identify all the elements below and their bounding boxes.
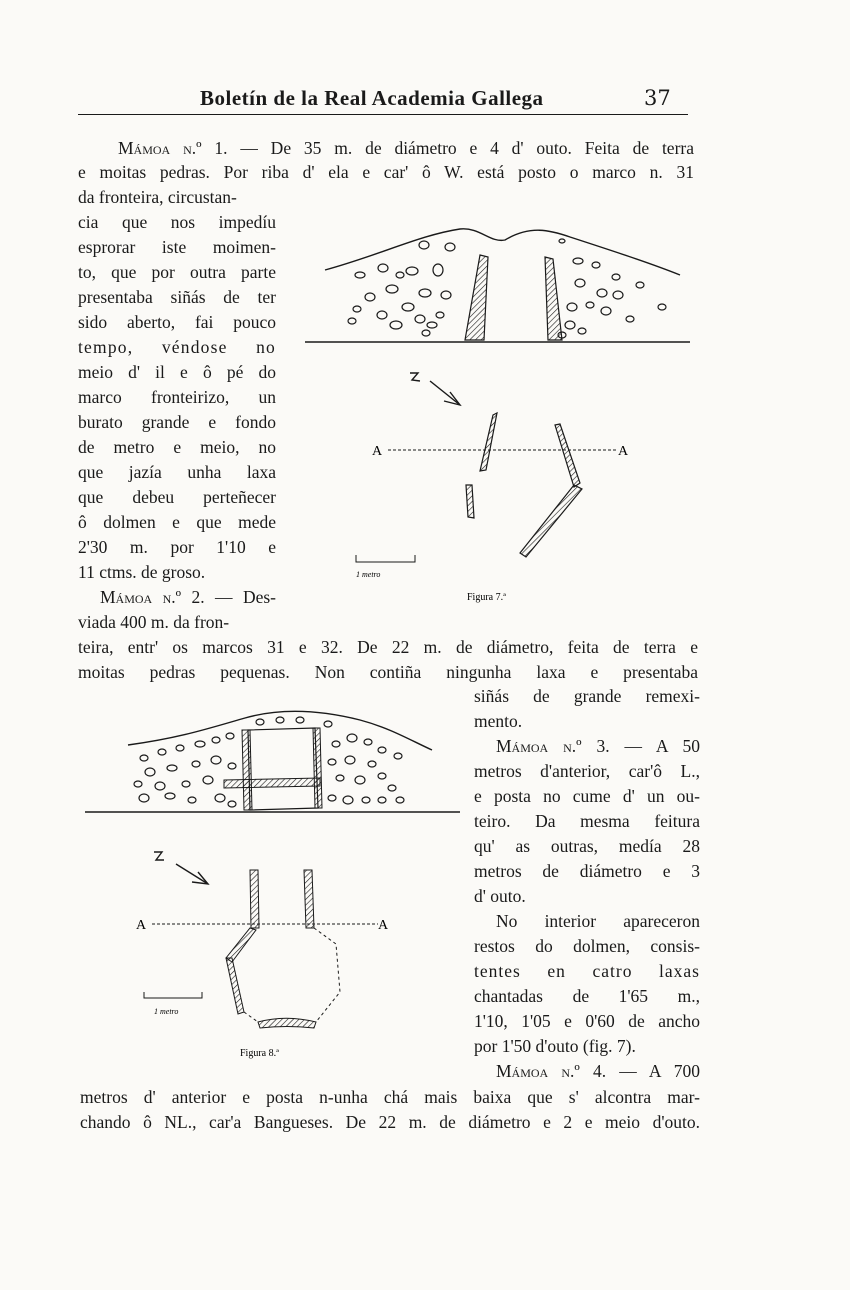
chamber-dashed — [314, 928, 340, 1022]
text-line: da fronteira, circustan- — [78, 187, 237, 207]
text-span: — Des- — [204, 587, 276, 607]
text-line: chantadas de 1'65 m., — [474, 986, 700, 1006]
fig7-label-a-right: A — [618, 444, 629, 459]
stones — [134, 717, 404, 807]
slab-plan — [250, 870, 259, 928]
north-arrow-icon — [154, 852, 208, 884]
text-line: teira, entr' os marcos 31 e 32. De 22 m. de diámetro, feita de terra e — [78, 637, 698, 657]
fig7-label-a-left: A — [372, 444, 383, 459]
text-line: siñás de grande remexi- — [474, 686, 700, 706]
text-span: — A 700 — [606, 1061, 700, 1081]
text-line: teiro. Da mesma feitura — [474, 811, 700, 831]
text-line: tempo, véndose no — [78, 337, 276, 357]
figure-7 — [300, 215, 700, 615]
slab-plan — [480, 413, 497, 471]
text-line: meio d' il e ô pé do — [78, 362, 276, 382]
text-line: ô dolmen e que mede — [78, 512, 276, 532]
text-line — [496, 734, 700, 758]
text-line: restos do dolmen, consis- — [474, 936, 700, 956]
text-line — [496, 1059, 700, 1083]
mamoa-3-label: Mámoa n.º 3. — [496, 736, 610, 756]
mamoa-2-label: Mámoa n.º 2. — [100, 587, 205, 607]
text-line: e moitas pedras. Por riba d' ela e car' ô W. está posto o marco n. 31 — [78, 162, 694, 182]
text-line: por 1'50 d'outo (fig. 7). — [474, 1036, 636, 1056]
text-line: marco fronteirizo, un — [78, 387, 276, 407]
slab-plan — [304, 870, 314, 928]
text-line: viada 400 m. da fron- — [78, 612, 230, 632]
page-number: 37 — [644, 86, 671, 110]
mamoa-4-label: Mámoa n.º 4. — [496, 1061, 607, 1081]
slab-section — [313, 728, 322, 808]
figure-8 — [120, 700, 460, 1070]
text-line: esprorar iste moimen- — [78, 237, 276, 257]
fig7-caption: Figura 7.ª — [467, 592, 506, 603]
text-line: 1'10, 1'05 e 0'60 de ancho — [474, 1011, 700, 1031]
text-line: mento. — [474, 711, 523, 731]
fig8-label-a-left: A — [136, 918, 147, 933]
text-line: e posta no cume d' un ou- — [474, 786, 700, 806]
text-line: 2'30 m. por 1'10 e — [78, 537, 276, 557]
text-line: metros d'anterior, car'ô L., — [474, 761, 700, 781]
capstone — [224, 778, 320, 788]
text-line: qu' as outras, medía 28 — [474, 836, 700, 856]
text-span: — De 35 m. de diámetro e 4 d' outo. Feita de terra — [227, 138, 694, 158]
mamoa-1-label: Mámoa n.º 1. — [118, 138, 228, 158]
stones — [348, 239, 666, 338]
text-line: presentaba siñás de ter — [78, 287, 276, 307]
scale-bar — [144, 992, 202, 998]
slab-plan — [226, 958, 244, 1014]
text-line: de metro e meio, no — [78, 437, 276, 457]
text-line: burato grande e fondo — [78, 412, 276, 432]
fig8-caption: Figura 8.ª — [240, 1048, 279, 1059]
text-line: cia que nos impedíu — [78, 212, 276, 232]
text-line: que jazía unha laxa — [78, 462, 276, 482]
slab-section — [545, 257, 562, 340]
text-line: sido aberto, fai pouco — [78, 312, 276, 332]
text-span: — A 50 — [609, 736, 700, 756]
chamber-dashed — [244, 1012, 258, 1022]
text-line: moitas pedras pequenas. Non contiña ningunha laxa e presentaba — [78, 662, 698, 682]
header-rule — [78, 114, 688, 115]
fig7-scale-label: 1 metro — [356, 570, 381, 579]
scale-bar — [356, 555, 415, 562]
fig8-label-a-right: A — [378, 918, 389, 933]
slab-plan — [466, 485, 474, 518]
slab-plan — [226, 928, 256, 962]
text-line: d' outo. — [474, 886, 526, 906]
slab-plan — [258, 1018, 316, 1028]
header-title: Boletín de la Real Academia Gallega — [200, 86, 544, 110]
slab-plan — [555, 424, 580, 487]
text-line: chando ô NL., car'a Bangueses. De 22 m. de diámetro e 2 e meio d'outo. — [80, 1112, 700, 1132]
text-line — [100, 585, 276, 609]
slab-plan — [520, 485, 582, 557]
fig8-scale-label: 1 metro — [154, 1007, 179, 1016]
slab-section — [242, 730, 252, 810]
text-line: metros d' anterior e posta n-unha chá mais baixa que s' alcontra mar- — [80, 1087, 700, 1107]
text-line: que debeu perteñecer — [78, 487, 276, 507]
chamber-outline — [248, 728, 318, 810]
text-line: No interior apareceron — [496, 911, 700, 931]
text-line — [118, 136, 694, 160]
text-line: to, que por outra parte — [78, 262, 276, 282]
north-arrow-icon — [410, 373, 460, 405]
text-line: tentes en catro laxas — [474, 961, 700, 981]
text-line: metros de diámetro e 3 — [474, 861, 700, 881]
text-line: 11 ctms. de groso. — [78, 562, 206, 582]
slab-section — [465, 255, 488, 340]
